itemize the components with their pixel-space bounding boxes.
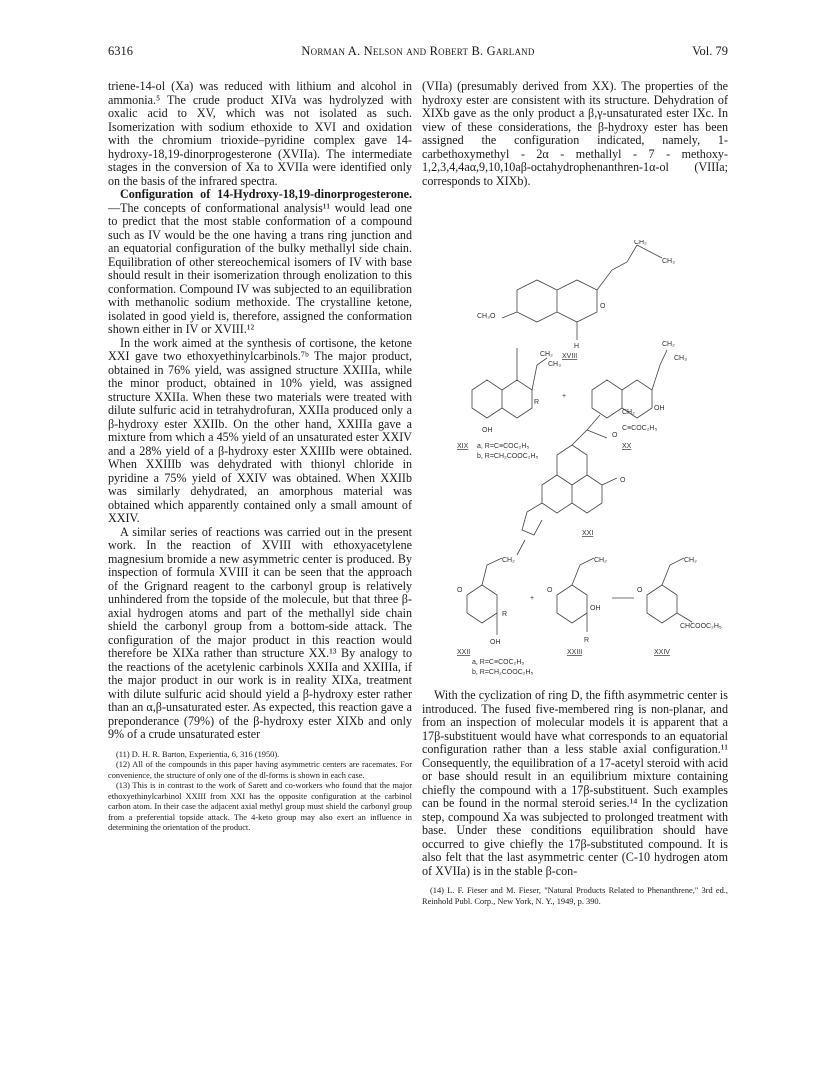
structure-xxii xyxy=(467,558,502,635)
footnote-14: (14) L. F. Fieser and M. Fieser, "Natural Products Related to Phenanthrene," 3rd ed., Reinhold Publ. Corp., New York, N. Y., 1949, p. 390. xyxy=(422,886,728,906)
label-ch2-xxii: CH₂ xyxy=(502,557,515,564)
label-chcooc2h5: CHCOOC₂H₅ xyxy=(680,623,722,630)
plus-2: + xyxy=(530,595,535,602)
label-h-xviii: H xyxy=(574,343,580,350)
right-paragraph-2: With the cyclization of ring D, the fifth asymmetric center is introduced. The fused five-membered ring is non-planar, and from an inspection of molecular models it is apparent that a 17β-substituent would have what corresponds to an equatorial configuration rather than a less stable axial configuration.¹¹ Consequently, the equilibration of a 17-acetyl steroid with acid or base should result in an equilibrium mixture containing chiefly the compound with a 17β-substituent. Such examples can be found in the normal steroid series.¹⁴ In the cyclization step, compound Xa was subjected to prolonged treatment with base. Under these conditions equilibration should have occurred to give chiefly the 17β-substituted compound. It is also felt that the last asymmetric center (C-10 hydrogen atom of XVIIa) is in the stable β-con- xyxy=(422,688,728,878)
label-o-xxi-b: O xyxy=(620,477,626,484)
right-footnotes xyxy=(422,886,728,907)
reaction-arrow-down xyxy=(517,540,525,555)
right-column-top xyxy=(422,80,728,188)
label-xxi: XXI xyxy=(582,530,594,537)
label-oh-xix: OH xyxy=(482,427,493,434)
section-text: —The concepts of conformational analysis¹¹ would lead one to predict that the most stable conformation of a compound such as IV would be the one having a trans ring junction and an equatorial configuration of the bulky methallyl side chain. Equilibration of other stereochemical isomers of IV with base should result in their isomerization through enolization to this conformation. Compound IV was subjected to an equilibration with methanolic sodium methoxide. The crystalline ketone, isolated in good yield is, therefore, assigned the conformation shown either in IV or XVIII.¹² xyxy=(108,200,412,336)
label-oh-xxiii: OH xyxy=(590,605,601,612)
label-r-xix: R xyxy=(534,399,540,406)
page-number: 6316 xyxy=(108,44,133,58)
label-o-xviii: O xyxy=(600,303,606,310)
left-column xyxy=(108,80,412,834)
label-xxii-a: a, R=C≡COC₂H₅ xyxy=(472,659,525,666)
label-ch2-xxiii: CH₂ xyxy=(594,557,607,564)
footnote-11: (11) D. H. R. Barton, Experientia, 6, 316 (1950). xyxy=(116,749,280,759)
label-xix-b: b, R=CH₂COOC₂H₅ xyxy=(477,453,539,460)
structure-xxiv xyxy=(647,558,692,623)
label-ch3o: CH₃O xyxy=(477,313,496,320)
label-o-xxii: O xyxy=(457,587,463,594)
reaction-scheme xyxy=(422,240,728,680)
label-ch2-xxi: CH₂ xyxy=(622,409,635,416)
structure-xxiii xyxy=(557,558,594,632)
label-xxiv: XXIV xyxy=(654,649,670,656)
section-heading: Configuration of 14-Hydroxy-18,19-dinorprogesterone. xyxy=(120,187,412,201)
label-oh-xxii: OH xyxy=(490,639,501,646)
page-header xyxy=(108,44,728,60)
label-oh-xx: OH xyxy=(654,405,665,412)
running-authors: Norman A. Nelson and Robert B. Garland xyxy=(301,44,535,58)
label-ch3-xix: CH₃ xyxy=(548,361,561,368)
volume-label: Vol. 79 xyxy=(692,44,728,58)
label-xx-sub: C≡COC₂H₅ xyxy=(622,425,658,432)
label-o-xxi-a: O xyxy=(612,432,618,439)
label-ch3-xviii: CH₃ xyxy=(662,258,675,265)
left-paragraph-3: In the work aimed at the synthesis of cortisone, the ketone XXI gave two ethoxyethinylcarbinols.⁷ᵇ The major product, obtained in 76% yield, was assigned structure XXIIIa, while the minor product, obtained in 10% yield, was assigned structure XXIIa. When these two materials were treated with dilute sulfuric acid in tetrahydrofuran, XXIIa produced only a β-hydroxy ester XXIIb. On the other hand, XXIIIa gave a mixture from which a 45% yield of an unsaturated ester XXIV and a 28% yield of a β-hydroxy ester XXIIIb were obtained. When XXIIIb was dehydrated with thionyl chloride in pyridine a 75% yield of XXIV was obtained. When XXIIb was similarly dehydrated, an amorphous material was obtained which apparently contained only a small amount of XXIV. xyxy=(108,335,412,525)
label-xx: XX xyxy=(622,443,632,450)
left-paragraph-2 xyxy=(108,188,412,337)
label-ch3-xx: CH₃ xyxy=(674,355,687,362)
label-o-xxiv: O xyxy=(637,587,643,594)
label-r-xxiii: R xyxy=(584,637,590,644)
label-xviii: XVIII xyxy=(562,353,578,360)
label-ch2-xix: CH₂ xyxy=(540,351,553,358)
label-xxii-b: b, R=CH₂COOC₂H₅ xyxy=(472,669,534,676)
left-footnotes xyxy=(108,750,412,834)
label-xix: XIX xyxy=(457,443,469,450)
structure-xix xyxy=(472,348,547,418)
left-paragraph-1: triene-14-ol (Xa) was reduced with lithium and alcohol in ammonia.⁵ The crude product XIVa was hydrolyzed with oxalic acid to XV, which was not isolated as such. Isomerization with sodium ethoxide to XVI and oxidation with the chromium trioxide–pyridine complex gave 14-hydroxy-18,19-dinorprogesterone (XVIIa). The intermediate stages in the conversion of Xa to XVIIa were identified only on the basis of the infrared spectra. xyxy=(108,79,412,188)
plus-1: + xyxy=(562,393,567,400)
label-ch2-xxiv: CH₂ xyxy=(684,557,697,564)
right-column-bottom xyxy=(422,689,728,907)
footnote-12: (12) All of the compounds in this paper having asymmetric centers are racemates. For convenience, the structure of only one of the dl-forms is shown in each case. xyxy=(108,760,412,780)
left-paragraph-4: A similar series of reactions was carried out in the present work. In the reaction of XVIII with ethoxyacetylene magnesium bromide a new asymmetric center is produced. By inspection of formula XVIII it can be seen that the approach of the Grignard reagent to the carbonyl group is relatively unhindered from the topside of the molecule, but that three β-axial hydrogen atoms and part of the methallyl side chain shield the carbonyl group from a bottom-side attack. The configuration of the major product in this reaction would therefore be XIXa rather than structure XX.¹³ By analogy to the reactions of the acetylenic carbinols XXIIa and XXIIIa, if the major product in our work is in reality XIXa, treatment with dilute sulfuric acid should yield a β-hydroxy ester rather than an α,β-unsaturated ester. As expected, this reaction gave a preponderance (79%) of the β-hydroxy ester XIXb and only 9% of a crude unsaturated ester xyxy=(108,524,412,741)
label-xxiii: XXIII xyxy=(567,649,583,656)
structure-xviii xyxy=(502,245,662,340)
label-ch2-xviii: CH₂ xyxy=(634,240,647,246)
label-o-xxiii: O xyxy=(547,587,553,594)
structure-xxi xyxy=(522,415,617,535)
label-xxii: XXII xyxy=(457,649,471,656)
right-paragraph-1: (VIIa) (presumably derived from XX). The properties of the hydroxy ester are consistent with its structure. Dehydration of XIXb gave as the only product a β,γ-unsaturated ester IXc. In view of these considerations, the β-hydroxy ester has been assigned the configuration indicated, namely, 1-carbethoxymethyl - 2α - methallyl - 7 - methoxy-1,2,3,4,4aα,9,10,10aβ-octahydrophenanthren-1α-ol (VIIIa; corresponds to XIXb). xyxy=(422,79,728,188)
label-r-xxii: R xyxy=(502,611,508,618)
label-xix-a: a, R=C≡COC₂H₅ xyxy=(477,443,530,450)
label-ch2-xx: CH₂ xyxy=(662,341,675,348)
footnote-13: (13) This is in contrast to the work of Sarett and co-workers who found that the major ethoxyethinylcarbinol XXIII from XXI has the opposite configuration at the carbinol carbon atom. In their case the adjacent axial methyl group must shield the carbonyl group from a preferential topside attack. The 4-keto group may also exert an influence in determining the orientation of the product. xyxy=(108,781,412,832)
